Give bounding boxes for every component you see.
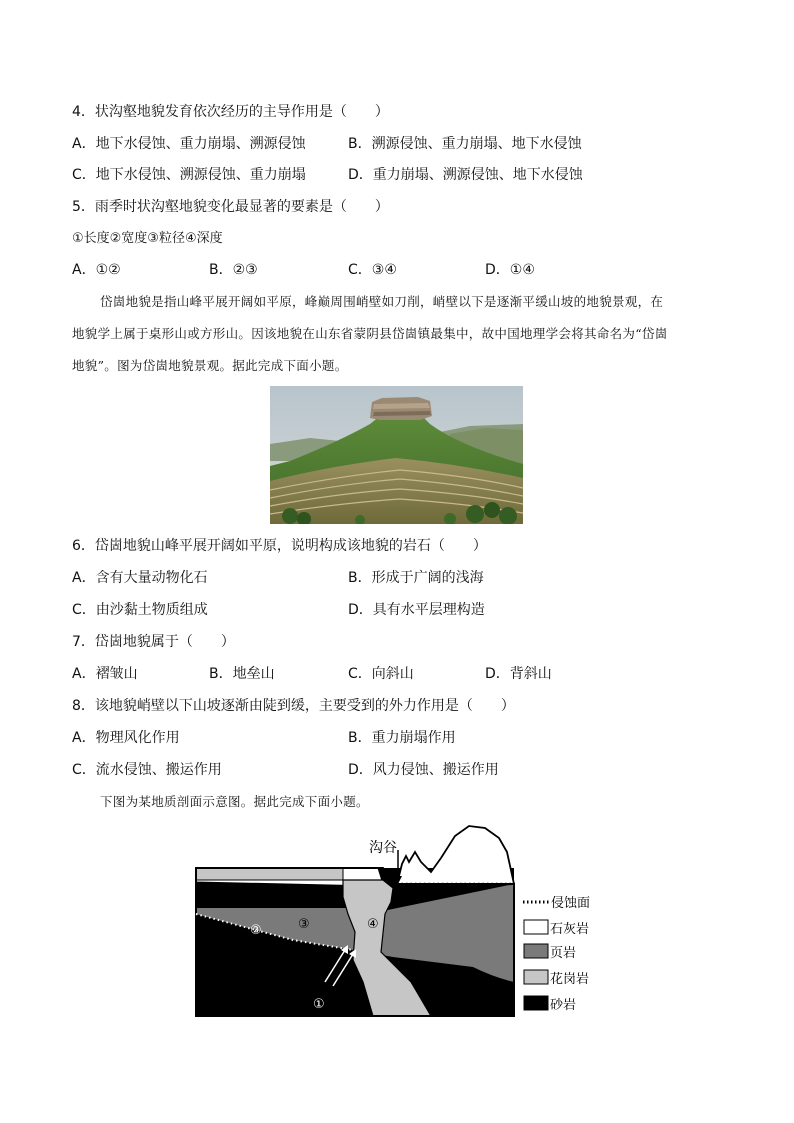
geologic-section-diagram	[193, 822, 603, 1022]
label-3: ③	[298, 917, 310, 932]
label-4: ④	[367, 917, 379, 932]
valley-label: 沟谷	[369, 840, 397, 856]
q4-option-d[interactable]: D．重力崩塌、溯源侵蚀、地下水侵蚀	[348, 167, 583, 183]
granite-top	[196, 868, 343, 880]
q8-stem: 8．该地貌峭壁以下山坡逐渐由陡到缓，主要受到的外力作用是（ ）	[72, 698, 515, 714]
q6-option-b[interactable]: B．形成于广阔的浅海	[348, 570, 484, 586]
legend-limestone: 石灰岩	[550, 922, 590, 937]
q5-sub-items: ①长度②宽度③粒径④深度	[72, 231, 223, 246]
passage1-line1: 岱崮地貌是指山峰平展开阔如平原，峰巅周围峭壁如刀削，峭壁以下是逐渐平缓山坡的地貌景观，在	[100, 294, 664, 309]
q6-option-d[interactable]: D．具有水平层理构造	[348, 602, 485, 618]
q5-stem: 5．雨季时状沟壑地貌变化最显著的要素是（ ）	[72, 199, 389, 215]
q5-option-a[interactable]: A．①②	[72, 262, 121, 278]
q8-option-c[interactable]: C．流水侵蚀、搬运作用	[72, 762, 222, 778]
q8-option-b[interactable]: B．重力崩塌作用	[348, 730, 456, 746]
q7-option-c[interactable]: C．向斜山	[348, 666, 414, 682]
q7-option-d[interactable]: D．背斜山	[485, 666, 552, 682]
q6-stem: 6．岱崮地貌山峰平展开阔如平原，说明构成该地貌的岩石（ ）	[72, 538, 487, 554]
legend-granite: 花岗岩	[550, 972, 590, 987]
q7-option-a[interactable]: A．褶皱山	[72, 666, 138, 682]
q6-option-c[interactable]: C．由沙黏土物质组成	[72, 602, 208, 618]
section-svg	[193, 822, 603, 1022]
q7-stem: 7．岱崮地貌属于（ ）	[72, 634, 235, 650]
q5-option-b[interactable]: B．②③	[209, 262, 258, 278]
legend	[523, 895, 590, 1013]
legend-erosion: 侵蚀面	[551, 896, 591, 911]
q8-option-d[interactable]: D．风力侵蚀、搬运作用	[348, 762, 499, 778]
q4-stem: 4．状沟壑地貌发育依次经历的主导作用是（ ）	[72, 104, 389, 120]
passage1-line2: 地貌学上属于桌形山或方形山。因该地貌在山东省蒙阴县岱崮镇最集中，故中国地理学会将其命名为“岱崮	[72, 326, 668, 341]
q4-option-b[interactable]: B．溯源侵蚀、重力崩塌、地下水侵蚀	[348, 136, 582, 152]
q4-option-c[interactable]: C．地下水侵蚀、溯源侵蚀、重力崩塌	[72, 167, 306, 183]
legend-shale: 页岩	[550, 946, 577, 961]
daigu-landform-photo	[270, 386, 523, 524]
landscape-image	[270, 386, 523, 524]
label-2: ②	[250, 923, 262, 938]
passage1-line3: 地貌”。图为岱崮地貌景观。据此完成下面小题。	[72, 358, 348, 373]
legend-sandstone: 砂岩	[550, 998, 577, 1013]
label-1: ①	[313, 997, 325, 1012]
limestone-mountain	[397, 826, 514, 884]
passage2: 下图为某地质剖面示意图。据此完成下面小题。	[100, 794, 369, 809]
q4-option-a[interactable]: A．地下水侵蚀、重力崩塌、溯源侵蚀	[72, 136, 306, 152]
q7-option-b[interactable]: B．地垒山	[209, 666, 275, 682]
q6-option-a[interactable]: A．含有大量动物化石	[72, 570, 208, 586]
q8-option-a[interactable]: A．物理风化作用	[72, 730, 180, 746]
q5-option-d[interactable]: D．①④	[485, 262, 535, 278]
q5-option-c[interactable]: C．③④	[348, 262, 397, 278]
